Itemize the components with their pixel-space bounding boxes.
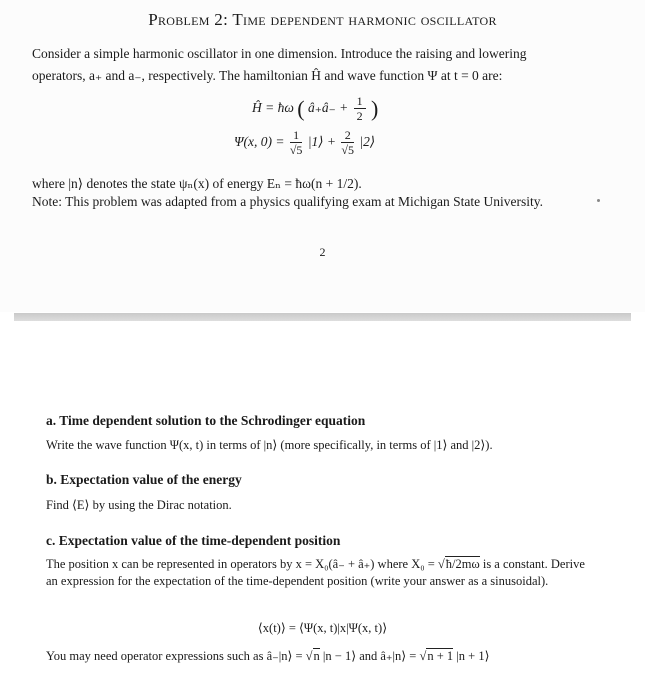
half-fraction: $\frac{1}{2}$ <box>354 95 366 123</box>
ket-1: |1⟩ + <box>307 134 337 150</box>
hint-sqrt-n-plus-1: n + 1 <box>427 649 454 663</box>
part-a-body: Write the wave function Ψ(x, t) in terms of |n⟩ (more specifically, in terms of |1⟩ and |2⟩). <box>46 438 493 452</box>
wavefunction-equation <box>234 129 375 157</box>
where-line: where |n⟩ denotes the state ψₙ(x) of energy Eₙ = ħω(n + 1/2). <box>32 176 362 191</box>
part-c-body-pre: The position x can be represented in operators by x = X₀(â₋ + â₊) where X₀ = <box>46 557 435 571</box>
coef-2-fraction: $\frac{2}{√5}$ <box>341 128 354 157</box>
part-a-heading: a. Time dependent solution to the Schrodinger equation <box>46 413 366 428</box>
hamiltonian-lhs: Ĥ = ħω <box>252 100 294 116</box>
part-c-body: The position x can be represented in operators by x = X₀(â₋ + â₊) where X₀ = √ħ/2mω is a constant. Derive an expression for the expectation of the time-dependent position (write your answer as a sinusoidal). <box>46 557 585 588</box>
scan-dot <box>597 199 600 202</box>
problem-title: Problem 2: Time dependent harmonic oscillator <box>148 10 497 29</box>
intro-line-2: operators, a₊ and a₋, respectively. The hamiltonian Ĥ and wave function Ψ at t = 0 are: <box>32 68 503 83</box>
hint-post: |n + 1⟩ <box>456 649 490 663</box>
x0-sqrt-content: ħ/2mω <box>445 557 480 571</box>
part-c-body-post: is a constant. Derive an expression for the expectation of the time-dependent position (write your answer as a sinusoidal). <box>46 557 585 588</box>
expectation-equation: ⟨x(t)⟩ = ⟨Ψ(x, t)|x|Ψ(x, t)⟩ <box>257 621 388 635</box>
page-divider <box>14 313 631 321</box>
psi-lhs: Ψ(x, 0) = <box>234 134 285 150</box>
hint-sqrt-n: n <box>313 649 320 663</box>
note-line: Note: This problem was adapted from a physics qualifying exam at Michigan State University. <box>32 194 544 209</box>
hint-pre: You may need operator expressions such as â₋|n⟩ = <box>46 649 303 663</box>
hint-mid: |n − 1⟩ and â₊|n⟩ = <box>322 649 417 663</box>
hamiltonian-equation: Ĥ = ħω ( â₊â₋ + $\frac{1}{2}$ ) <box>252 94 379 123</box>
ket-2: |2⟩ <box>359 134 376 150</box>
part-c-heading: c. Expectation value of the time-dependent position <box>46 533 341 548</box>
intro-line-1: Consider a simple harmonic oscillator in one dimension. Introduce the raising and lowering <box>32 46 527 61</box>
part-b-heading: b. Expectation value of the energy <box>46 472 242 487</box>
page-number: 2 <box>319 245 326 259</box>
coef-1-fraction: $\frac{1}{√5}$ <box>289 128 303 157</box>
operator-hint: You may need operator expressions such as â₋|n⟩ = √n |n − 1⟩ and â₊|n⟩ = √n + 1 |n + 1⟩ <box>46 649 490 663</box>
part-b-body: Find ⟨E⟩ by using the Dirac notation. <box>46 498 232 512</box>
hamiltonian-ops: â₊â₋ + <box>307 100 349 116</box>
